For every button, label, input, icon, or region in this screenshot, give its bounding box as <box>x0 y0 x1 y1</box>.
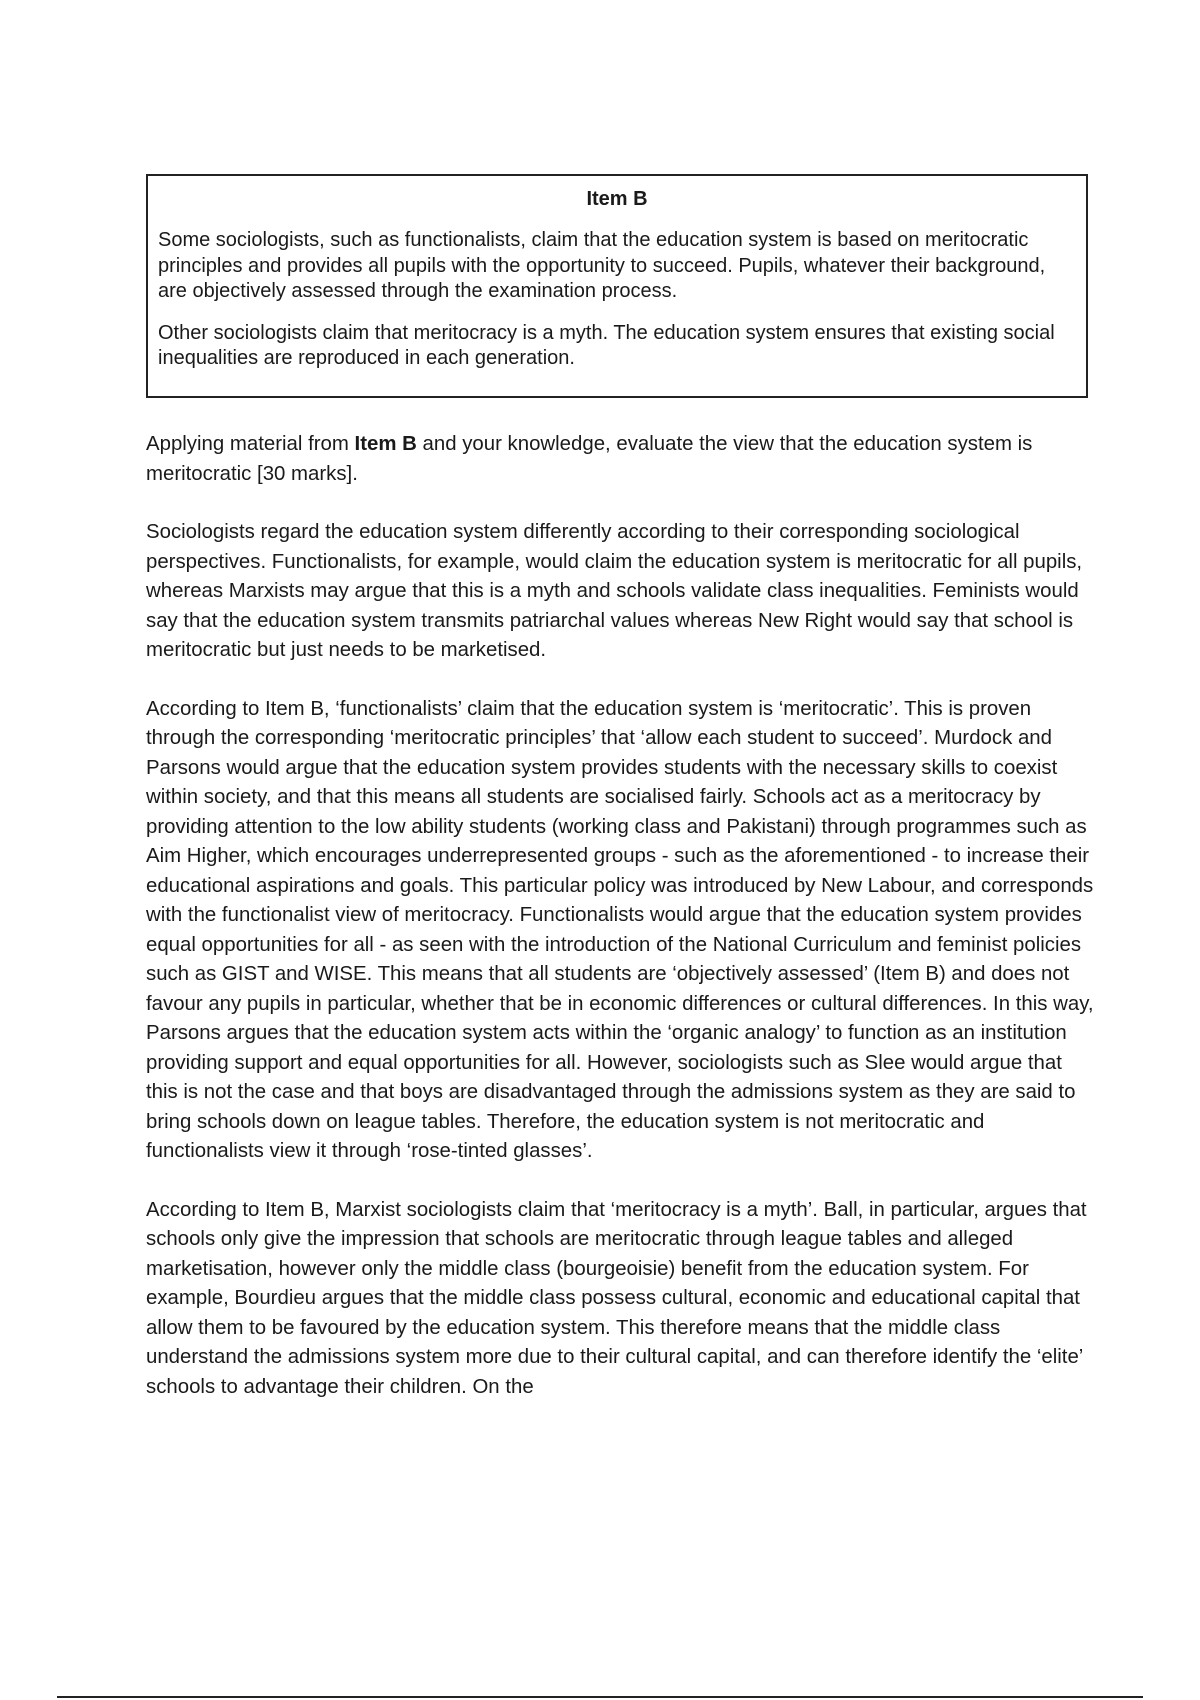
question-prompt <box>146 430 1094 489</box>
answer-paragraph-2: According to Item B, ‘functionalists’ claim that the education system is ‘meritocratic’. This is proven through the corresponding ‘meritocratic principles’ that ‘allow each student to succeed’. Murdock and Parsons would argue that the education system provides students with the necessary skills to coexist within society, and that this means all students are socialised fairly. Schools act as a meritocracy by providing attention to the low ability students (working class and Pakistani) through programmes such as Aim Higher, which encourages underrepresented groups - such as the aforementioned - to increase their educational aspirations and goals. This particular policy was introduced by New Labour, and corresponds with the functionalist view of meritocracy. Functionalists would argue that the education system provides equal opportunities for all - as seen with the introduction of the National Curriculum and feminist policies such as GIST and WISE. This means that all students are ‘objectively assessed’ (Item B) and does not favour any pupils in particular, whether that be in economic differences or cultural differences. In this way, Parsons argues that the education system acts within the ‘organic analogy’ to function as an institution providing support and equal opportunities for all. However, sociologists such as Slee would argue that this is not the case and that boys are disadvantaged through the admissions system as they are said to bring schools down on league tables. Therefore, the education system is not meritocratic and functionalists view it through ‘rose-tinted glasses’. <box>146 697 1094 1162</box>
question-prefix: Applying material from <box>146 433 355 455</box>
question-suffix: and your knowledge, evaluate the view that the education system is meritocratic [30 marks]. <box>146 433 1033 485</box>
item-b-paragraph-2: Other sociologists claim that meritocracy is a myth. The education system ensures that existing social inequalities are reproduced in each generation. <box>158 321 1055 369</box>
item-b-box <box>146 174 1088 398</box>
item-b-title: Item B <box>586 188 648 210</box>
answer-paragraph-1: Sociologists regard the education system differently according to their corresponding sociological perspectives. Functionalists, for example, would claim the education system is meritocratic for all pupils, whereas Marxists may argue that this is a myth and schools validate class inequalities. Feminists would say that the education system transmits patriarchal values whereas New Right would say that school is meritocratic but just needs to be marketised. <box>146 521 1083 661</box>
footer-divider <box>57 1696 1143 1698</box>
question-item-ref: Item B <box>354 433 417 455</box>
answer-paragraph-3: According to Item B, Marxist sociologists claim that ‘meritocracy is a myth’. Ball, in particular, argues that schools only give the impression that schools are meritocratic through league tables and alleged marketisation, however only the middle class (bourgeoisie) benefit from the education system. For example, Bourdieu argues that the middle class possess cultural, economic and educational capital that allow them to be favoured by the education system. This therefore means that the middle class understand the admissions system more due to their cultural capital, and can therefore identify the ‘elite’ schools to advantage their children. On the <box>146 1198 1087 1398</box>
item-b-paragraph-1: Some sociologists, such as functionalists, claim that the education system is based on meritocratic principles and provides all pupils with the opportunity to succeed. Pupils, whatever their background, are objectively assessed through the examination process. <box>158 229 1046 302</box>
essay-content <box>146 430 1094 1431</box>
